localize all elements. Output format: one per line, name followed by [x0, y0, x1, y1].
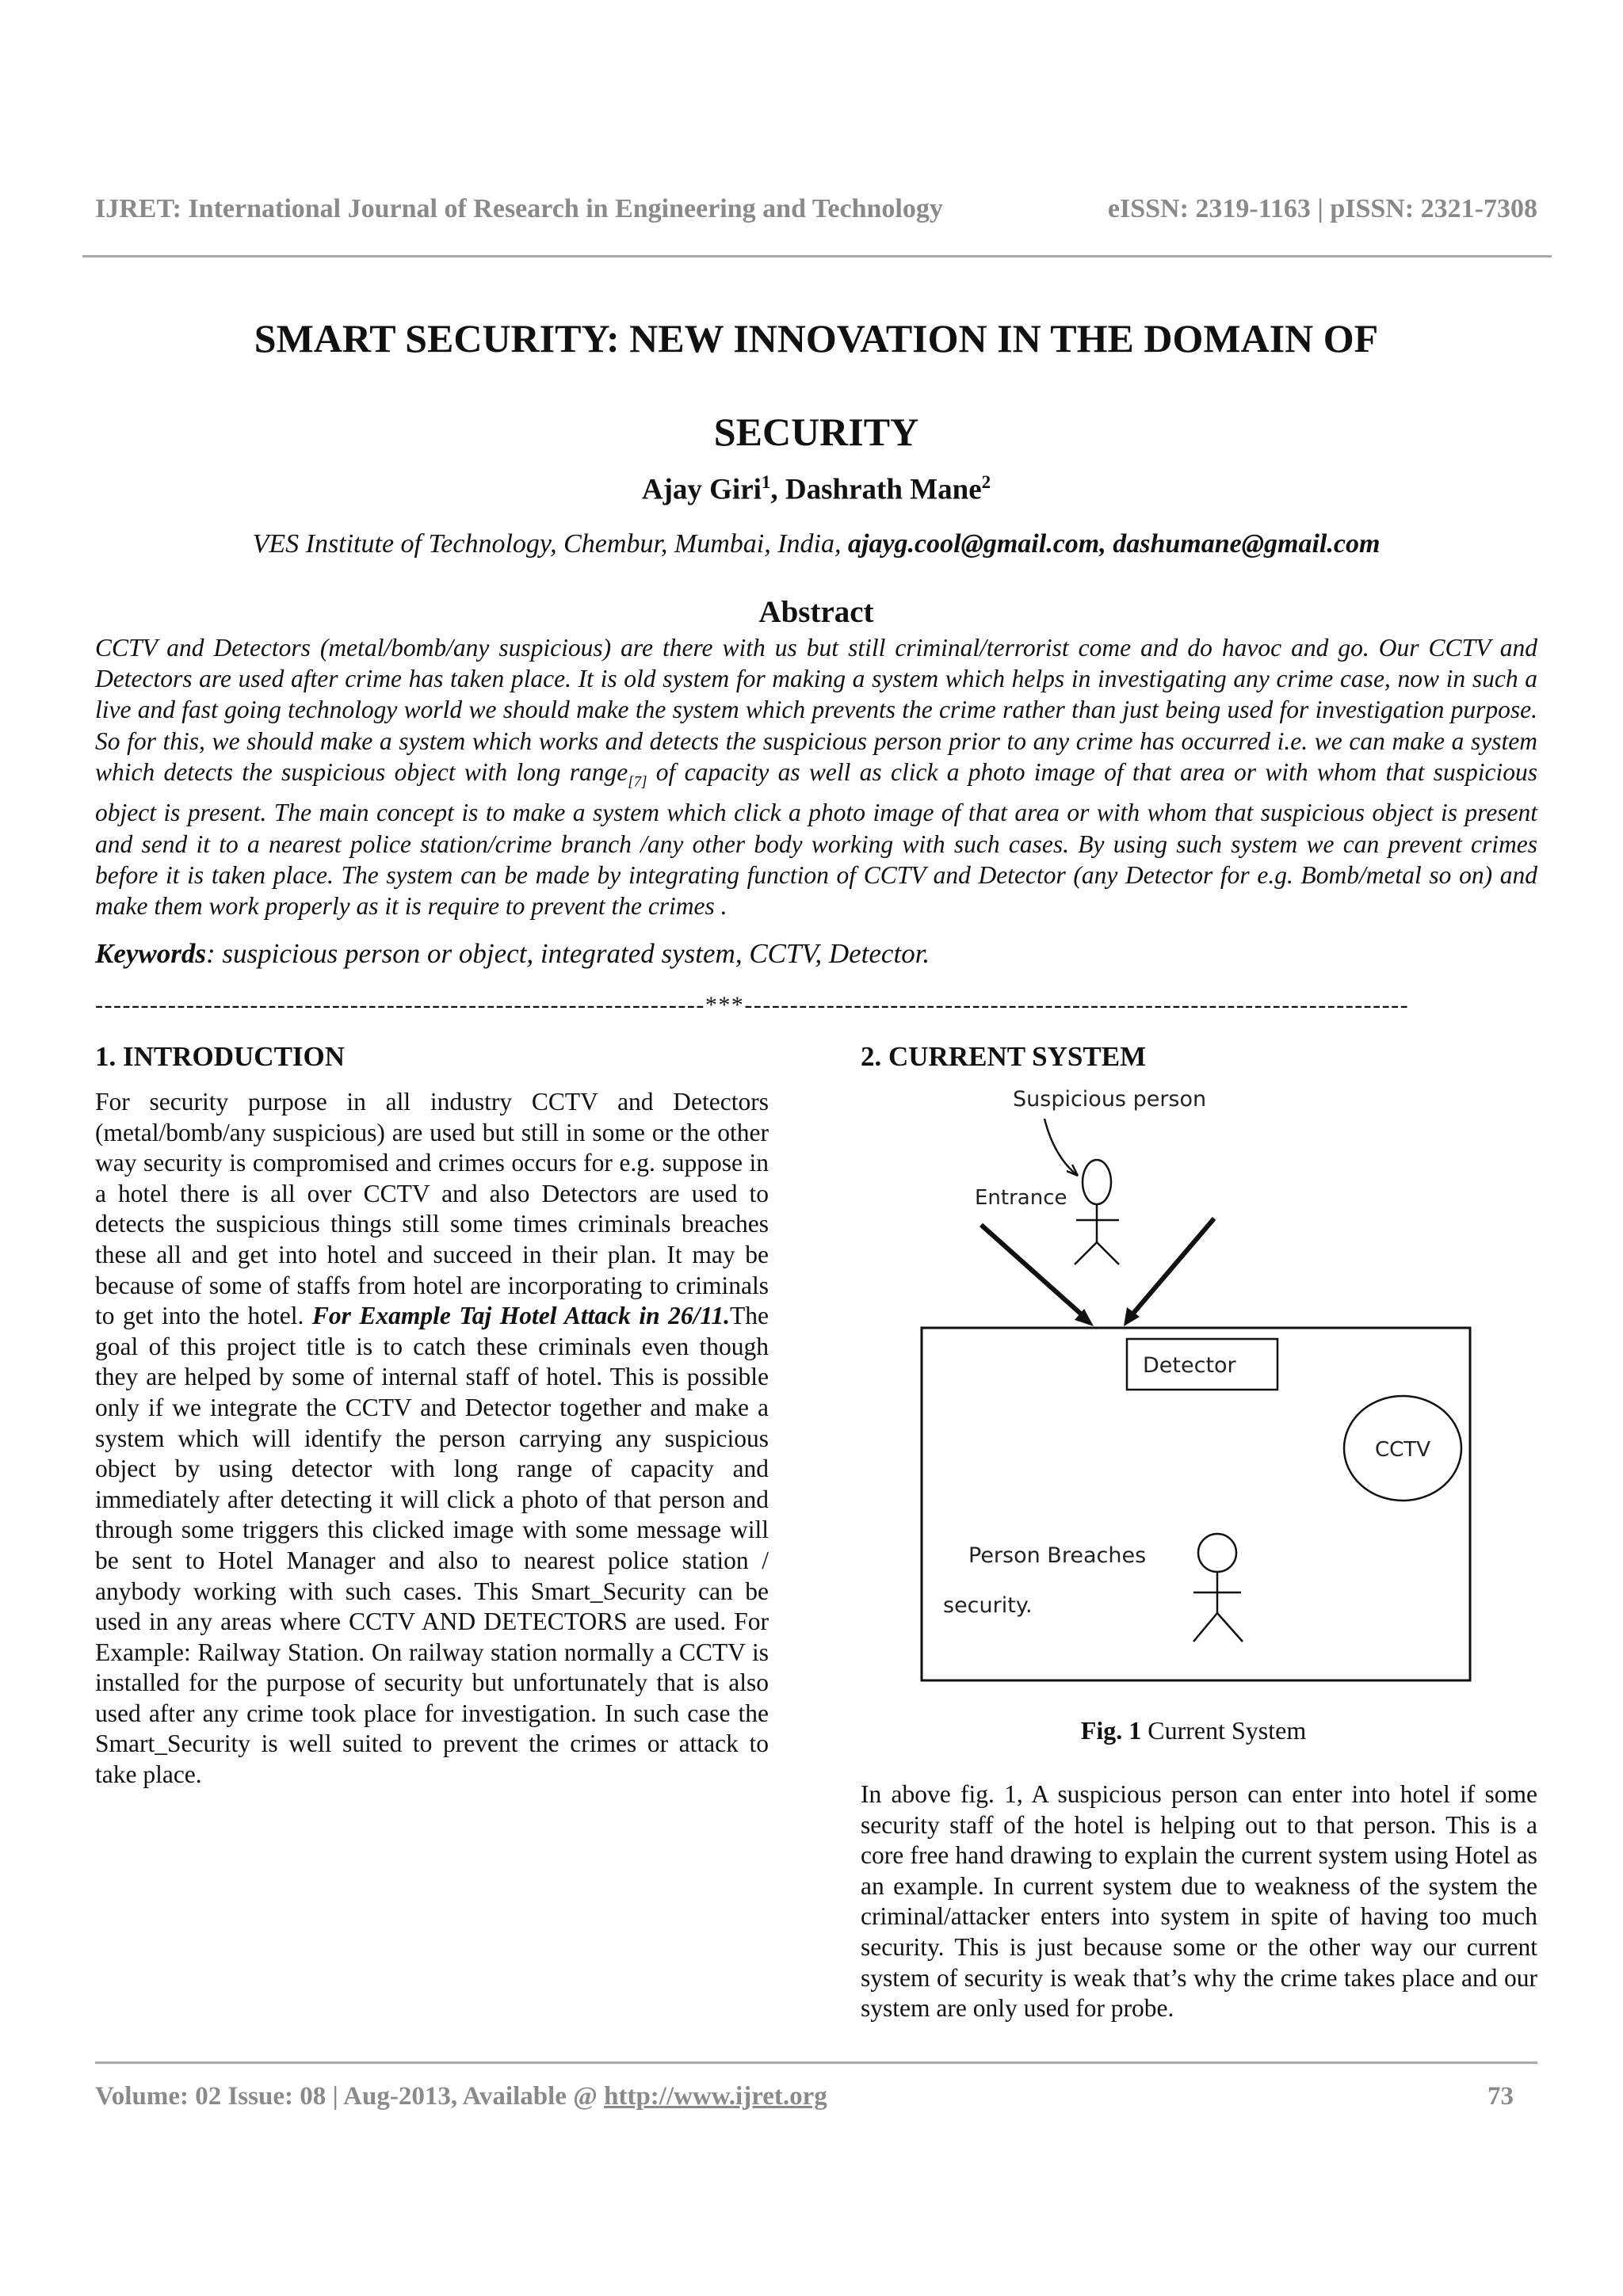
label-security: security. [943, 1593, 1033, 1618]
journal-name: IJRET: International Journal of Research in Engineering and Technology [95, 194, 943, 223]
current-system-diagram [911, 1077, 1482, 1688]
abstract-reference: [7] [628, 773, 647, 791]
author-2-affil-marker: 2 [981, 472, 991, 492]
label-detector: Detector [1143, 1353, 1236, 1378]
intro-text-part-1: For security purpose in all industry CCTV and Detectors (metal/bomb/any suspicious) are used but still in some or the other way security is compromised and crimes occurs for e.g. suppose in a hotel there is all over CCTV and also Detectors are used to detects the suspicious things still some times criminals breaches these all and get into hotel and succeed in their plan. It may be because of some of staffs from hotel are incorporating to criminals to get into the hotel. [95, 1088, 769, 1330]
abstract-body [95, 632, 1537, 921]
intro-body [95, 1087, 769, 1791]
paper-title [95, 292, 1537, 479]
footer-volume-info [95, 2082, 827, 2111]
issn: eISSN: 2319-1163 | pISSN: 2321-7308 [1107, 194, 1537, 223]
title-line-2: SECURITY [713, 410, 919, 454]
affiliation [95, 529, 1537, 559]
suspicious-person-figure [1075, 1160, 1119, 1264]
footer-divider [95, 2061, 1537, 2064]
intro-heading: 1. INTRODUCTION [95, 1041, 346, 1072]
running-footer [95, 2082, 1514, 2111]
author-2: Dashrath Mane [785, 473, 982, 506]
title-line-1: SMART SECURITY: NEW INNOVATION IN THE DOMAIN OF [254, 316, 1379, 360]
volume-text: Volume: 02 Issue: 08 | Aug-2013, Available @ [95, 2082, 605, 2111]
keywords-text: : suspicious person or object, integrated system, CCTV, Detector. [206, 938, 930, 969]
author-separator: , [770, 473, 785, 506]
label-suspicious-person: Suspicious person [1013, 1087, 1207, 1112]
author-1-affil-marker: 1 [761, 472, 771, 492]
section-separator: -------------------------------------------------------------------***------------------------------------------------------------------------- [95, 992, 1410, 1018]
abstract-heading: Abstract [758, 595, 874, 629]
abstract-text-part-1: CCTV and Detectors (metal/bomb/any suspicious) are there with us but still criminal/terrorist come and do havoc and go. Our CCTV and Detectors are used after crime has taken place. It is old system for making a system which helps in investigating any crime case, now in such a live and fast going technology world we should make the system which prevents the crime rather than just being used for investigation purpose. So for this, we should make a system which works and detects the suspicious person prior to any crime has occurred i.e. we can make a system which detects the suspicious object with long range [95, 634, 1537, 786]
institution: VES Institute of Technology, Chembur, Mumbai, India, [252, 529, 848, 559]
page-number: 73 [1487, 2082, 1514, 2111]
current-system-heading: 2. CURRENT SYSTEM [861, 1041, 1147, 1072]
keywords [95, 938, 1537, 970]
author-list [95, 472, 1537, 506]
intro-text-part-2: The goal of this project title is to catch these criminals even though they are helped by some of internal staff of hotel. This is possible only if we integrate the CCTV and Detector together and make a system which will identify the person carrying any suspicious object by using detector with long range of capacity and immediately after detecting it will click a photo of that person and through some triggers this clicked image with some message will be sent to Hotel Manager and also to nearest police station / anybody working with such cases. This Smart_Security can be used in any areas where CCTV AND DETECTORS are used. For Example: Railway Station. On railway station normally a CCTV is installed for the purpose of security but unfortunately that is also used after any crime took place for investigation. In such case the Smart_Security is well suited to prevent the crimes or attack to take place. [95, 1302, 769, 1789]
figure-label: Fig. 1 [1080, 1716, 1142, 1745]
author-emails: ajayg.cool@gmail.com, dashumane@gmail.com [848, 529, 1381, 559]
figure-caption-text: Current System [1141, 1716, 1307, 1745]
abstract-text-part-2: of capacity as well as click a photo image of that area or with whom that suspicious object is present. The main concept is to make a system which click a photo image of that area or with whom that suspicious object is present and send it to a nearest police station/crime branch /any other body working with such cases. By using such system we can prevent crimes before it is taken place. The system can be made by integrating function of CCTV and Detector (any Detector for e.g. Bomb/metal so on) and make them work properly as it is require to prevent the crimes . [95, 757, 1537, 920]
label-entrance: Entrance [975, 1186, 1067, 1210]
label-person-breaches: Person Breaches [968, 1543, 1147, 1568]
diagram-canvas [911, 1077, 1482, 1688]
author-1: Ajay Giri [641, 473, 762, 506]
figure-caption [861, 1716, 1526, 1745]
breaching-person-figure [1193, 1534, 1243, 1642]
keywords-label: Keywords [95, 938, 206, 969]
intro-example: For Example Taj Hotel Attack in 26/11. [311, 1302, 731, 1330]
label-cctv: CCTV [1375, 1438, 1430, 1462]
running-header [95, 194, 1537, 224]
journal-url-link[interactable]: http://www.ijret.org [604, 2082, 827, 2111]
current-system-body: In above fig. 1, A suspicious person can enter into hotel if some security staff of the hotel is helping out to that person. This is a core free hand drawing to explain the current system using Hotel as an example. In current system due to weakness of the system the criminal/attacker enters into system in spite of having too much security. This is just because some or the other way our current system of security is weak that’s why the crime takes place and our system are only used for probe. [861, 1780, 1537, 2023]
header-divider [82, 255, 1552, 257]
